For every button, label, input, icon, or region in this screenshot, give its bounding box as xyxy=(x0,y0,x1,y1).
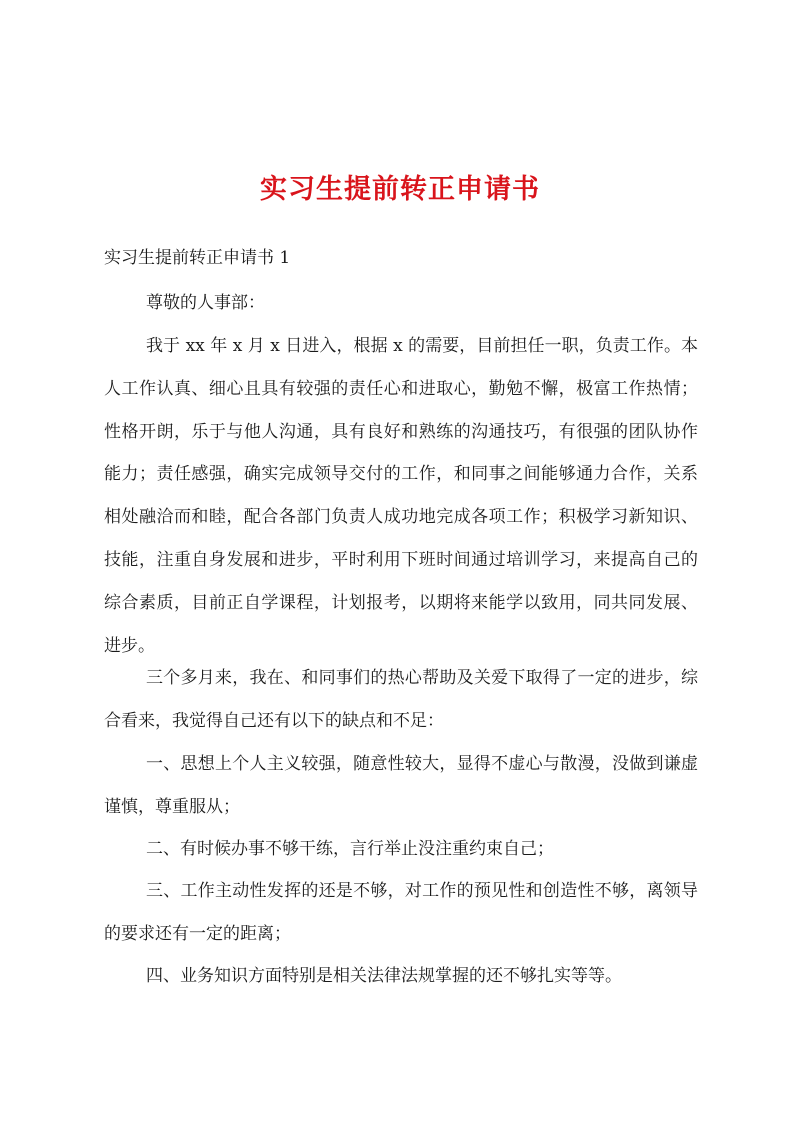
body-paragraph-progress: 三个多月来，我在、和同事们的热心帮助及关爱下取得了一定的进步，综合看来，我觉得自己还有以下的缺点和不足： xyxy=(104,668,698,731)
salutation: 尊敬的人事部： xyxy=(146,293,265,313)
document-subheading: 实习生提前转正申请书 1 xyxy=(104,248,291,268)
shortcoming-item-2: 二、有时候办事不够干练，言行举止没注重约束自己； xyxy=(146,839,554,859)
shortcoming-item-4: 四、业务知识方面特别是相关法律法规掌握的还不够扎实等等。 xyxy=(146,966,622,986)
shortcoming-item-1: 一、思想上个人主义较强，随意性较大，显得不虚心与散漫，没做到谦虚谨慎，尊重服从； xyxy=(104,754,698,817)
shortcoming-item-3: 三、工作主动性发挥的还是不够，对工作的预见性和创造性不够，离领导的要求还有一定的距离； xyxy=(104,881,698,944)
body-paragraph-intro: 我于 xx 年 x 月 x 日进入，根据 x 的需要，目前担任一职，负责工作。本人工作认真、细心且具有较强的责任心和进取心，勤勉不懈，极富工作热情；性格开朗，乐于与他人沟通，具有良好和熟练的沟通技巧，有很强的团队协作能力；责任感强，确实完成领导交付的工作，和同事之间能够通力合作，关系相处融洽而和睦，配合各部门负责人成功地完成各项工作；积极学习新知识、技能，注重自身发展和进步，平时利用下班时间通过培训学习，来提高自己的综合素质，目前正自学课程，计划报考，以期将来能学以致用，同共同发展、进步。 xyxy=(104,336,698,656)
document-title: 实习生提前转正申请书 xyxy=(260,174,540,205)
